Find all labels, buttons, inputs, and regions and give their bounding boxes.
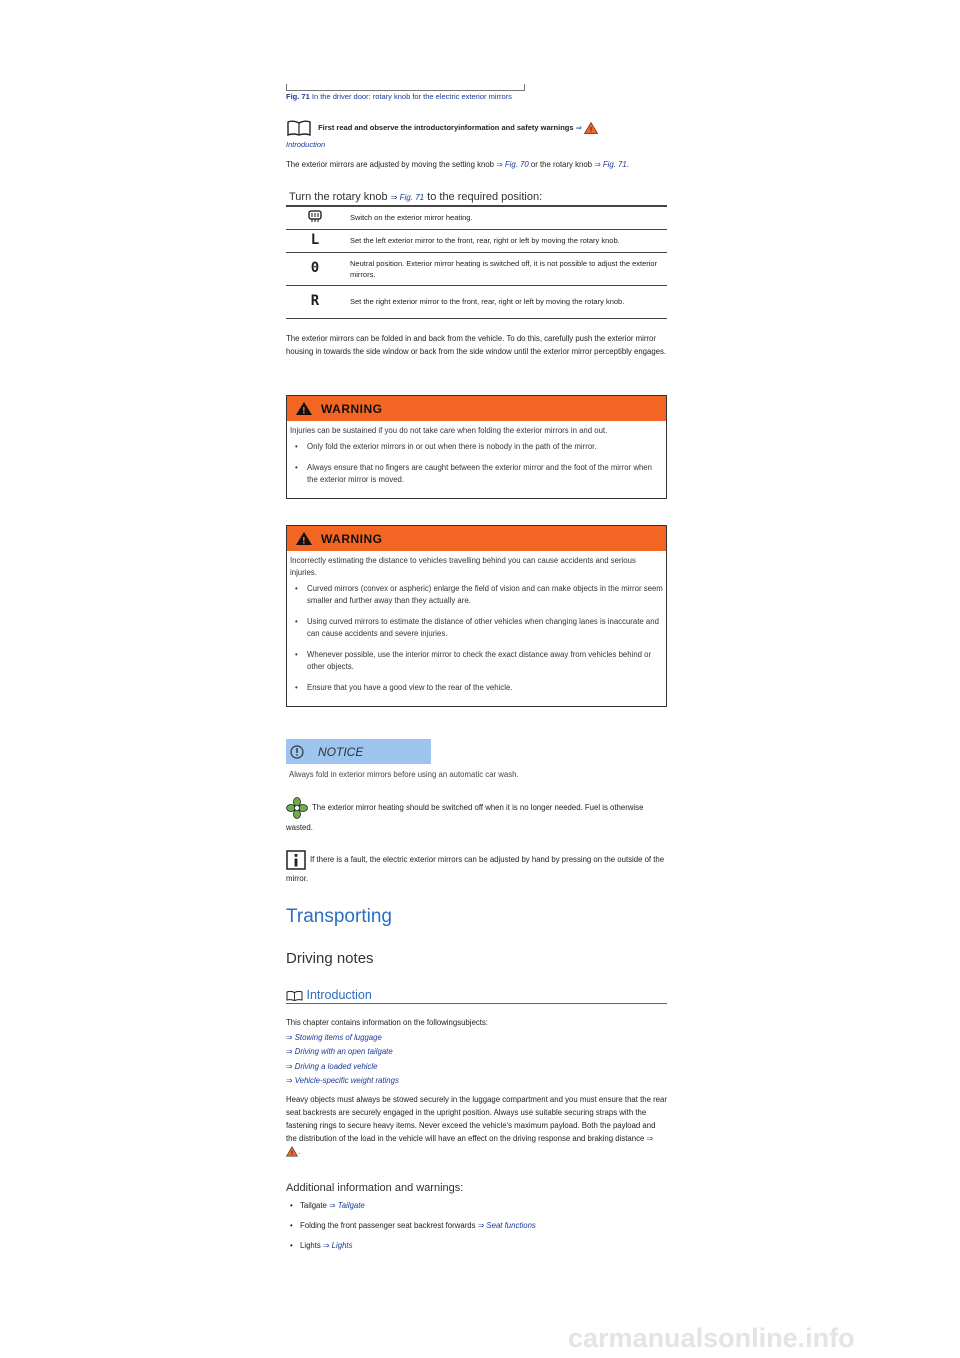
table-symbol-cell: R (310, 293, 320, 309)
intro-note-arrow: ⇒ (575, 122, 582, 132)
warning-item: • Only fold the exterior mirrors in or out when there is nobody in the path of the mirror. (290, 441, 663, 453)
svg-text:!: ! (301, 536, 307, 546)
notice-text: Always fold in exterior mirrors before using an automatic car wash. (289, 770, 519, 779)
heavy-objects-text: Heavy objects must always be stowed securely in the luggage compartment and you must ensure that the rear seat backrests are securely engaged in the upright position. Always use suitable securing straps with the fastening rings to secure heavy items. Never exceed the vehicle's maximum payload. Both the payload and the distribution of the load in the vehicle will have an effect on the driving response and braking distance (286, 1095, 667, 1143)
table-row (286, 229, 667, 252)
warning-triangle-icon (295, 401, 313, 416)
list-item-text: Folding the front passenger seat backrest forwards (300, 1221, 476, 1230)
book-icon (286, 990, 303, 1001)
environment-flower-icon (286, 797, 308, 819)
seat-functions-link[interactable]: ⇒ Seat functions (477, 1221, 536, 1230)
link-open-tailgate[interactable]: ⇒ Driving with an open tailgate (286, 1047, 393, 1056)
info-note (286, 850, 667, 888)
watermark: carmanualsonline.info (568, 1323, 855, 1353)
warning-item: • Using curved mirrors to estimate the distance of other vehicles when changing lanes is inaccurate and can cause accidents and severe injuries. (290, 616, 663, 640)
warning-title: WARNING (321, 531, 383, 546)
knob-table-heading (289, 191, 542, 203)
notice-header (286, 739, 431, 764)
warning-triangle-icon (295, 531, 313, 546)
paragraph-fold: The exterior mirrors can be folded in and back from the vehicle. To do this, carefully push the exterior mirror housing in towards the side window or back from the side window until the exterior mirror perceptibly engages. (286, 334, 667, 356)
knob-position-table (286, 206, 667, 319)
table-symbol-cell: 0 (310, 260, 320, 276)
table-desc-cell: Neutral position. Exterior mirror heating is switched off, it is not possible to adjust the exterior mirrors. (350, 258, 658, 279)
knob-heading-link[interactable]: ⇒ Fig. 71 (390, 193, 425, 202)
warning-title: WARNING (321, 401, 383, 416)
list-item-text: Tailgate (300, 1201, 327, 1210)
table-desc-cell: Set the right exterior mirror to the front, rear, right or left by moving the rotary knob. (350, 297, 625, 306)
book-icon (286, 119, 312, 137)
table-symbol-cell: L (310, 232, 320, 248)
warning-intro: Incorrectly estimating the distance to vehicles travelling behind you can cause accidents and serious injuries. (290, 556, 636, 577)
mirror-heating-icon (308, 210, 322, 222)
list-item (286, 1201, 667, 1221)
warning-item: • Ensure that you have a good view to the rear of the vehicle. (290, 682, 663, 694)
section-subtitle: Driving notes (286, 950, 374, 967)
notice-title: NOTICE (318, 744, 364, 759)
intro-text: This chapter contains information on the followingsubjects: (286, 1018, 488, 1027)
warning-triangle-icon (584, 122, 598, 134)
environment-note-text: The exterior mirror heating should be switched off when it is no longer needed. Fuel is otherwise wasted. (286, 803, 644, 832)
link-stowing-luggage[interactable]: ⇒ Stowing items of luggage (286, 1032, 382, 1042)
table-row (286, 252, 667, 285)
additional-heading: Additional information and warnings: (286, 1182, 464, 1194)
warning-box-1 (286, 395, 667, 499)
intro-block (286, 1016, 667, 1089)
link-loaded-vehicle[interactable]: ⇒ Driving a loaded vehicle (286, 1061, 378, 1071)
notice-exclamation-icon (290, 745, 304, 759)
info-icon (286, 850, 306, 870)
p1-text-b: or the rotary knob (530, 160, 593, 169)
p1-text-a: The exterior mirrors are adjusted by moving the setting knob (286, 160, 495, 169)
paragraph-adjust (286, 160, 667, 169)
warning-intro: Injuries can be sustained if you do not take care when folding the exterior mirrors in and out. (290, 426, 608, 435)
p1-text-c: . (626, 160, 629, 169)
table-symbol-cell (286, 206, 344, 229)
paragraph-heavy-objects (286, 1093, 667, 1158)
section-title: Transporting (286, 906, 392, 927)
tailgate-link[interactable]: ⇒ Tailgate (329, 1201, 365, 1210)
warning-item: • Whenever possible, use the interior mirror to check the exact distance away from vehicles behind or other objects. (290, 649, 663, 673)
lights-link[interactable]: ⇒ Lights (322, 1241, 353, 1250)
introduction-link[interactable]: Introduction (286, 140, 326, 149)
environment-note (286, 797, 667, 836)
link-weight-ratings[interactable]: ⇒ Vehicle-specific weight ratings (286, 1076, 399, 1085)
intro-note (286, 119, 667, 137)
table-row (286, 206, 667, 229)
introduction-heading-text: Introduction (306, 988, 372, 1002)
intro-note-text: First read and observe the introductoryinformation and safety warnings (318, 122, 574, 132)
info-note-text: If there is a fault, the electric exterior mirrors can be adjusted by hand by pressing on the outside of the mirror. (286, 855, 665, 883)
warning-triangle-icon (286, 1146, 301, 1158)
introduction-heading (286, 988, 667, 1004)
warning-item: • Always ensure that no fingers are caught between the exterior mirror and the foot of the mirror when the exterior mirror is moved. (290, 462, 663, 486)
list-item-text: Lights (300, 1241, 321, 1250)
svg-text:!: ! (589, 126, 593, 134)
warning-box-2 (286, 525, 667, 707)
heavy-objects-end: . (298, 1147, 301, 1156)
table-row (286, 285, 667, 318)
heavy-objects-arrow: ⇒ (646, 1134, 654, 1143)
figure-caption-text: In the driver door: rotary knob for the electric exterior mirrors (311, 92, 512, 101)
table-desc-cell: Set the left exterior mirror to the front, rear, right or left by moving the rotary knob. (350, 236, 620, 245)
list-item (286, 1221, 667, 1241)
list-item (286, 1241, 667, 1261)
figure-image-edge (286, 84, 525, 91)
additional-list (286, 1201, 667, 1261)
figure-caption (286, 92, 512, 101)
fig71-link[interactable]: ⇒ Fig. 71 (594, 160, 627, 169)
warning-header (287, 526, 666, 551)
fig70-link[interactable]: ⇒ Fig. 70 (496, 160, 529, 169)
svg-text:!: ! (290, 1150, 294, 1158)
knob-heading-b: to the required position: (427, 191, 543, 203)
warning-item: • Curved mirrors (convex or aspheric) enlarge the field of vision and can make objects in the mirror seem smaller and further away than they actually are. (290, 583, 663, 607)
table-desc-cell: Switch on the exterior mirror heating. (350, 212, 473, 222)
warning-header (287, 396, 666, 421)
figure-label: Fig. 71 (286, 92, 310, 101)
svg-text:!: ! (301, 406, 307, 416)
knob-heading-a: Turn the rotary knob (289, 191, 388, 203)
